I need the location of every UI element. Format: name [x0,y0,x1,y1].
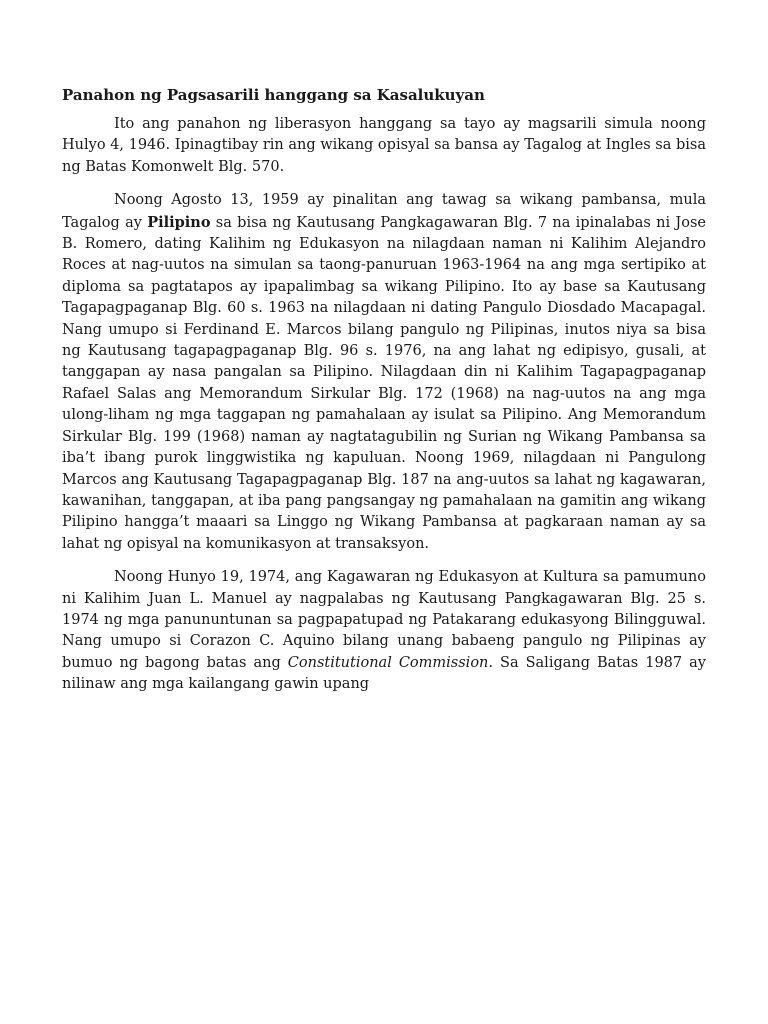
document-page [62,84,706,708]
paragraph-2-text-a: Noong Agosto 13, 1959 ay pinalitan ang tawag sa wikang pambansa, mula Tagalog ay [62,192,706,231]
section-heading: Panahon ng Pagsasarili hanggang sa Kasalukuyan [62,86,485,104]
paragraph-1: Ito ang panahon ng liberasyon hanggang sa tayo ay magsarili simula noong Hulyo 4, 1946. Ipinagtibay rin ang wikang opisyal sa bansa ay Tagalog at Ingles sa bisa ng Batas Komonwelt Blg. 570. [62,116,706,175]
paragraph-3-text-b: Sa Saligang Batas 1987 ay nilinaw ang mga kailangang gawin upang [62,654,706,693]
paragraph-2-text-b: sa bisa ng Kautusang Pangkagawaran Blg. 7 na ipinalabas ni Jose B. Romero, dating Kalihim ng Edukasyon na nilagdaan naman ni Kalihim Alejandro Roces at nag-uutos na simulan sa taong-panuruan 1963-1964 na ang mga sertipiko at diploma sa pagtatapos ay ipapalimbag sa wikang Pilipino. Ito ay base sa Kautusang Tagapagpaganap Blg. 60 s. 1963 na nilagdaan ni dating Pangulo Diosdado Macapagal. Nang umupo si Ferdinand E. Marcos bilang pangulo ng Pilipinas, inutos niya sa bisa ng Kautusang tagapagpaganap Blg. 96 s. 1976, na ang lahat ng edipisyo, gusali, at tanggapan ay nasa pangalan sa Pilipino. Nilagdaan din ni Kalihim Tagapagpaganap Rafael Salas ang Memorandum Sirkular Blg. 172 (1968) na nag-uutos na ang mga ulong-liham ng mga taggapan ng pamahalaan ay isulat sa Pilipino. Ang Memorandum Sirkular Blg. 199 (1968) naman ay nagtatagubilin ng Surian ng Wikang Pambansa sa iba’t ibang purok linggwistika ng kapuluan. Noong 1969, nilagdaan ni Pangulong Marcos ang Kautusang Tagapagpaganap Blg. 187 na ang-uutos sa lahat ng kagawaran, kawanihan, tanggapan, at iba pang pangsangay ng pamahalaan na gamitin ang wikang Pilipino hangga’t maaari sa Linggo ng Wikang Pambansa at pagkaraan naman ay sa lahat ng opisyal na komunikasyon at transaksyon. [62,214,706,552]
paragraph-2-bold-term: Pilipino [147,213,211,231]
paragraph-3 [62,567,706,695]
paragraph-3-italic-term: Constitutional Commission. [287,654,493,671]
paragraph-2 [62,190,706,555]
paragraph-3-text-a: Noong Hunyo 19, 1974, ang Kagawaran ng Edukasyon at Kultura sa pamumuno ni Kalihim Juan L. Manuel ay nagpalabas ng Kautusang Pangkagawaran Blg. 25 s. 1974 ng mga panununtunan sa pagpapatupad ng Patakarang edukasyong Bilingguwal. Nang umupo si Corazon C. Aquino bilang unang babaeng pangulo ng Pilipinas ay bumuo ng bagong batas ang [62,569,706,671]
